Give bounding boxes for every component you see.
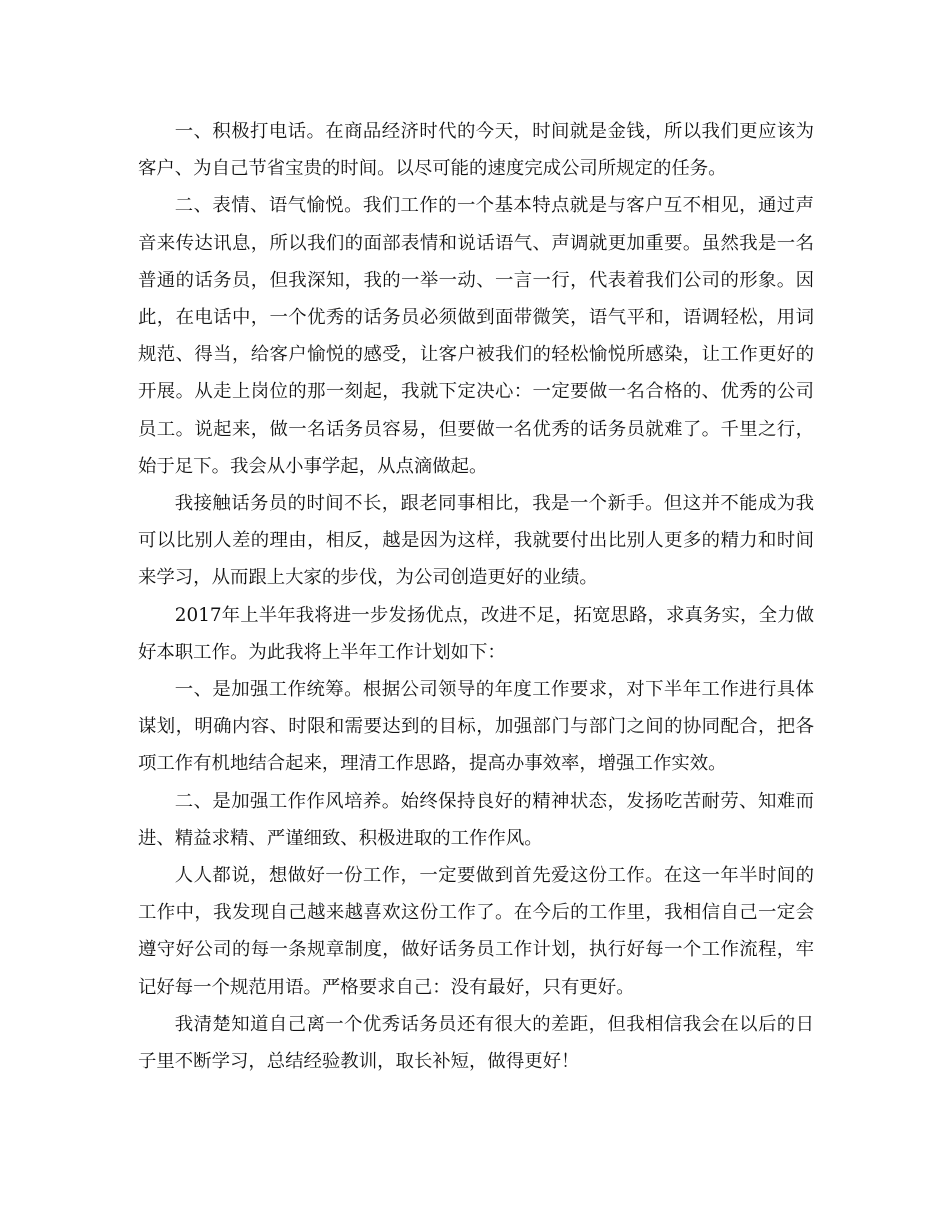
paragraph-6: 二、是加强工作作风培养。始终保持良好的精神状态，发扬吃苦耐劳、知难而进、精益求精、严谨细致、积极进取的工作作风。 [138, 790, 814, 849]
paragraph-1: 一、积极打电话。在商品经济时代的今天，时间就是金钱，所以我们更应该为客户、为自己节省宝贵的时间。以尽可能的速度完成公司所规定的任务。 [138, 121, 814, 180]
paragraph-5: 一、是加强工作统筹。根据公司领导的年度工作要求，对下半年工作进行具体谋划，明确内容、时限和需要达到的目标，加强部门与部门之间的协同配合，把各项工作有机地结合起来，理清工作思路，提高办事效率，增强工作实效。 [138, 679, 814, 775]
paragraph-3: 我接触话务员的时间不长，跟老同事相比，我是一个新手。但这并不能成为我可以比别人差的理由，相反，越是因为这样，我就要付出比别人更多的精力和时间来学习，从而跟上大家的步伐，为公司创造更好的业绩。 [138, 493, 814, 589]
paragraph-2: 二、表情、语气愉悦。我们工作的一个基本特点就是与客户互不相见，通过声音来传达讯息，所以我们的面部表情和说话语气、声调就更加重要。虽然我是一名普通的话务员，但我深知，我的一举一动、一言一行，代表着我们公司的形象。因此，在电话中，一个优秀的话务员必须做到面带微笑，语气平和，语调轻松，用词规范、得当，给客户愉悦的感受，让客户被我们的轻松愉悦所感染，让工作更好的开展。从走上岗位的那一刻起，我就下定决心：一定要做一名合格的、优秀的公司员工。说起来，做一名话务员容易，但要做一名优秀的话务员就难了。千里之行，始于足下。我会从小事学起，从点滴做起。 [138, 195, 814, 477]
document-body [138, 113, 814, 1080]
paragraph-8: 我清楚知道自己离一个优秀话务员还有很大的差距，但我相信我会在以后的日子里不断学习，总结经验教训，取长补短，做得更好！ [138, 1013, 814, 1073]
paragraph-7: 人人都说，想做好一份工作，一定要做到首先爱这份工作。在这一年半时间的工作中，我发现自己越来越喜欢这份工作了。在今后的工作里，我相信自己一定会遵守好公司的每一条规章制度，做好话务员工作计划，执行好每一个工作流程，牢记好每一个规范用语。严格要求自己：没有最好，只有更好。 [138, 865, 814, 998]
paragraph-4: 2017年上半年我将进一步发扬优点，改进不足，拓宽思路，求真务实，全力做好本职工作。为此我将上半年工作计划如下： [138, 604, 814, 663]
